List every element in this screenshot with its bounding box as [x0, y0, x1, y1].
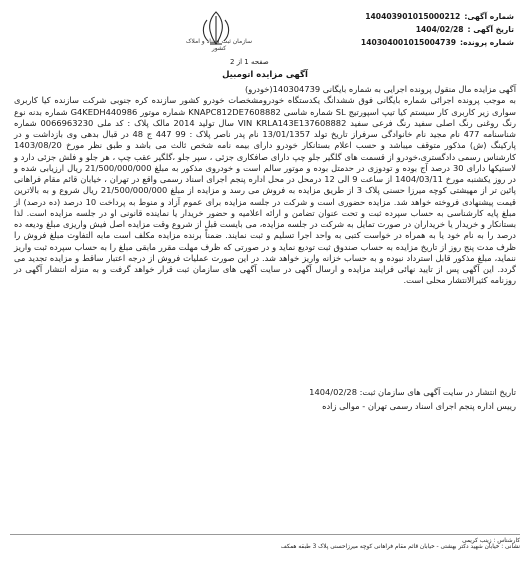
address-line: نشانی : خیابان شهید دکتر بهشتی - خیابان قائم مقام فراهانی کوچه میرزاحسنی پلاک 3 طبقه همکف	[280, 544, 520, 550]
case-number-label: شماره پرونده:	[460, 38, 514, 47]
ad-number: 140403901015000212	[365, 12, 461, 21]
ad-number-label: شماره آگهی:	[464, 12, 514, 21]
ad-meta	[278, 10, 514, 49]
footer-block	[14, 385, 516, 413]
publish-date-line: تاریخ انتشار در سایت آگهی های سازمان ثبت: 1404/02/28	[309, 387, 516, 397]
page-number: صفحه 1 از 2	[230, 58, 269, 66]
bottom-info	[10, 538, 520, 550]
case-number-row	[278, 36, 514, 49]
signatory-line: رییس اداره پنجم اجرای اسناد رسمی تهران - موالی زاده	[322, 401, 516, 411]
ad-date: 1404/02/28	[415, 25, 464, 34]
case-number: 140304001015004739	[360, 38, 457, 47]
document-title: آگهی مزایده اتومبیل	[222, 70, 308, 80]
document-body	[14, 84, 516, 287]
ad-date-label: تاریخ آگهی :	[467, 25, 514, 34]
org-name: سازمان ثبت اسناد و املاک کشور	[186, 38, 252, 52]
ad-number-row	[278, 10, 514, 23]
ad-date-row	[278, 23, 514, 36]
author-line: کارشناس : زینب کریمی	[462, 538, 520, 544]
body-intro: آگهی مزایده مال منقول پرونده اجرایی به شماره بایگانی 140304739(خودرو)	[245, 84, 516, 94]
footer-divider	[10, 534, 520, 535]
body-paragraph: به موجب پرونده اجرائی شماره بایگانی فوق ششدانگ یکدستگاه خودرومشخصات خودرو کشور سازنده کره جنوبی شرکت سازنده کیا کاربری سواری زیر کاربری کار سیستم کیا تیپ اسپورتیج SL شماره شاسی KNAPC812DE7608882 شماره موتور G4KEDH440986 شماره بدنه نوع رنگ روغنی رنگ اصلی سفید رنگ فرعی سفید VIN KRLA143E137608882 سال تولید 2014 مالک پلاک : کد ملی 0066963230 شماره شناسنامه 477 نام مجید نام خانوادگی سرفراز تاریخ تولد 13/01/1357 نام پدر ناصر پلاک : 99 447 ج 48 در قبال بدهی وی بازداشت و در پارکینگ (ش) مذکور متوقف میباشد و حسب اعلام بستانکار خودرو دارای بیمه نامه شخص ثالث می باشد و طبق نظر مورخ 1403/08/20 کارشناس رسمی دادگستری،خودرو از قسمت های گلگیر جلو چپ دارای صافکاری جزئی ، سپر جلو ،گلگیر عقب چپ ، هر جلو و فلش جزئی دارد و لاستیکها دارای 30 درصد آج بوده و تودوزی در حدمتل بوده و موتور سالم است و خودروی مذکور به مبلغ 21/500/000/000 ریال ارزیابی شده و در روز یکشنبه مورخ 1404/03/11 از ساعت 9 الی 12 درمحل در محل اداره پنجم اجرای اسناد رسمی واقع در تهران ، خیابان قائم مقام فراهانی پائین تر از مهیشتی کوچه میرزا حسنی پلاک 3 از طریق مزایده به فروش می رسد و مزایده از مبلغ 21/500/000/000 ریال شروع و به بالاترین قیمت پیشنهادی فروخته خواهد شد. مزایده حضوری است و شرکت در جلسه مزایده برای عموم آزاد و منوط به پرداخت 10 درصد (ده درصد) از مبلغ پایه کارشناسی به حساب سپرده ثبت و تحت عنوان تضامن و ارائه اعلامیه و حضور خریدار یا نماینده قانونی او در جلسه مزایده است. لذا بستانکار و خریدار یا خریداران در صورت تمایل به شرکت در جلسه مزایده، می بایست قبل از شروع وقت مزایده اصل فیش واریزی مبلغ ودیعه ده درصد را به نام خود یا به همراه در خواست کتبی به واحد اجرا تسلیم و ثبت نمایند. ضمناً برنده مزایده مکلف است مابه التفاوت مبلغ فروش را ظرف مدت پنج روز از تاریخ مزایده به حساب صندوق ثبت تودیع نماید و در صورتی که ظرف مهلت مقرر مابقی مبلغ را به حساب سپرده ثبت واریز ننماید، مبلغ مذکور قابل استرداد نبوده و به حساب خزانه واریز خواهد شد. در این صورت عملیات فروش از درجه اعتبار ساقط و مزایده تجدید می گردد. این آگهی پس از تایید نهائی فرایند مزایده و ارسال آگهی در سایت آگهی های سازمان ثبت قرار خواهد گرفت و به منزله انتشار آگهی در روزنامه کثیرالانتشار محلی است.	[14, 95, 517, 286]
